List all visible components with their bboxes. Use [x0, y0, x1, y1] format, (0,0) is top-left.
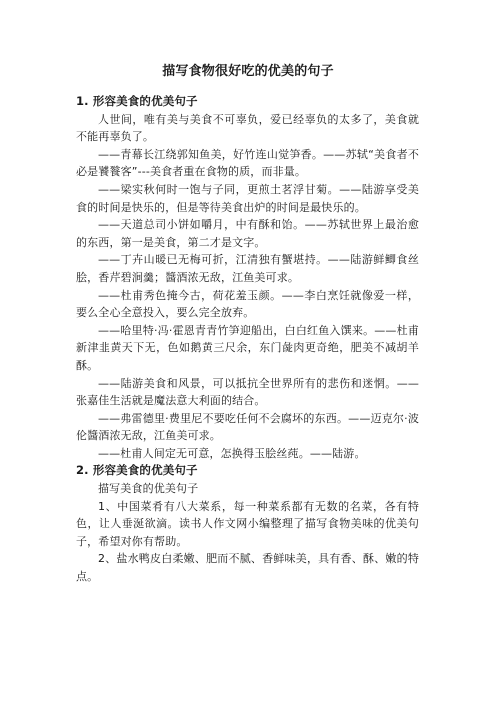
section-heading: 1. 形容美食的优美句子 [76, 94, 198, 108]
paragraph: ——陆游美食和风景，可以抵抗全世界所有的悲伤和迷惘。——张嘉佳生活就是魔法意大利面的结合。 [76, 376, 419, 408]
paragraph: ——青幕长江绕郭知鱼美，好竹连山觉笋香。——苏轼“美食者不必是饕餮客”---美食者重在食物的质，而非量。 [76, 147, 419, 179]
paragraph: ——杜甫秀色掩今古，荷花羞玉颜。——李白烹饪就像爱一样，要么全心全意投入，要么完全放弃。 [76, 288, 419, 320]
section-heading: 2. 形容美食的优美句子 [76, 463, 198, 478]
paragraph: ——丁卉山暖已无梅可折，江清独有蟹堪持。——陆游鲜鲫食丝脍，香芹碧涧羹；醬酒浓无敌，江鱼美可求。 [76, 253, 419, 284]
document-title: 描写食物很好吃的优美的句子 [162, 64, 334, 79]
paragraph: ——梁实秋何时一饱与子同，更煎土茗浮甘菊。——陆游享受美食的时间是快乐的，但是等待美食出炉的时间是最快乐的。 [76, 182, 419, 214]
paragraph: 人世间，唯有美与美食不可辜负，爱已经辜负的太多了，美食就不能再辜负了。 [76, 112, 419, 144]
document-body [76, 93, 419, 586]
paragraph: 描写美食的优美句子 [98, 482, 199, 496]
paragraph: ——弗雷德里·费里尼不要吃任何不会腐坏的东西。——迈克尔·波伦醬酒浓无敌，江鱼美可求。 [76, 411, 419, 443]
paragraph: ——杜甫人间定无可意，怎换得玉脍丝莼。——陆游。 [98, 446, 366, 460]
paragraph: ——天道总司小饼如嚼月，中有酥和饴。——苏轼世界上最治愈的东西，第一是美食，第二才是文字。 [76, 218, 419, 249]
paragraph: ——哈里特·冯·霍恩青青竹笋迎船出，白白红鱼入馔来。——杜甫新津韭黄天下无，色如鹅黄三尺余，东门彘肉更奇绝，肥美不减胡羊酥。 [76, 323, 419, 372]
paragraph: 2、盐水鸭皮白柔嫩、肥而不腻、香鲜味美，具有香、酥、嫩的特点。 [76, 552, 419, 584]
paragraph: 1、中国菜肴有八大菜系，每一种菜系都有无数的名菜，各有特色，让人垂涎欲滴。读书人作文网小编整理了描写食物美味的优美句子，希望对你有帮助。 [76, 499, 419, 548]
